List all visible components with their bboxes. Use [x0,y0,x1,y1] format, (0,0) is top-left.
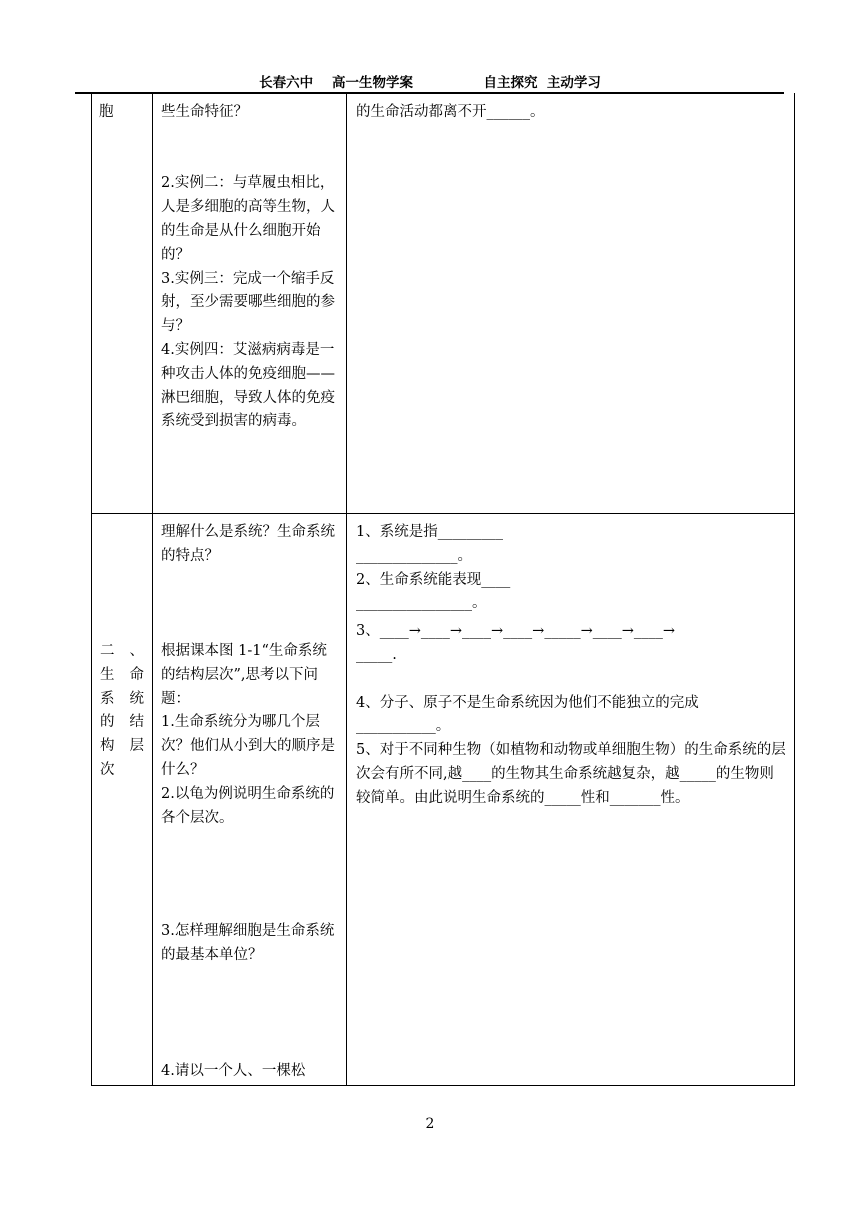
row1-q4: 4.实例四：艾滋病病毒是一种攻击人体的免疫细胞——淋巴细胞，导致人体的免疫系统受到损害的病毒。 [161,341,335,430]
row1-q3: 3.实例三：完成一个缩手反射，至少需要哪些细胞的参与？ [161,270,335,335]
answer-3: 3、____→____→____→____→_____→____→____→ [356,623,676,640]
answer-3-cont: _____. [356,646,397,663]
answer-1: 1、系统是指_________ [356,524,503,540]
header-subject: 高一生物学案 [331,75,413,91]
row1-topic-cell: 胞 [99,104,114,120]
answer-1-cont: ______________。 [356,547,472,564]
row1-q-gap [161,125,341,149]
row2-answer-cell [356,521,786,811]
answer-5: 5、对于不同种生物（如植物和动物或单细胞生物）的生命系统的层次会有所不同,越____的生物其生命系统越复杂，越_____的生物则较简单。由此说明生命系统的_____性和_______性。 [356,742,786,806]
row2-topic-cell: 二 、 生 命 系 统 的 结 构 层 次 [100,643,144,778]
column-divider-1 [152,93,153,1085]
row2-question-cell-main: 根据课本图 1-1“生命系统的结构层次”,思考以下问题： 1.生命系统分为哪几个层次？他们从小到大的顺序是什么？ 2.以龟为例说明生命系统的各个层次。 [161,643,335,826]
answer-4: 4、分子、原子不是生命系统因为他们不能独立的完成___________。 [356,694,699,735]
page-number: 2 [425,1116,435,1132]
header-motto: 自主探究 主动学习 [483,75,601,91]
row1-answer-cell: 的生命活动都离不开______。 [356,104,545,120]
row2-question-4: 4.请以一个人、一棵松 [161,1063,306,1079]
answer-gap [356,668,786,692]
answer-2-cont: ________________。 [356,595,487,612]
column-divider-2 [346,93,347,1085]
row1-q2: 2.实例二：与草履虫相比，人是多细胞的高等生物，人的生命是从什么细胞开始的？ [161,175,335,263]
row1-q-line: 些生命特征？ [161,104,248,120]
row-divider [91,513,794,514]
row2-question-3: 3.怎样理解细胞是生命系统的最基本单位？ [161,923,335,963]
row2-question-cell-top: 理解什么是系统？生命系统的特点？ [161,524,335,564]
page-header [0,71,860,91]
row1-question-cell [161,101,341,434]
answer-2: 2、生命系统能表现____ [356,571,511,588]
header-school: 长春六中 [259,75,314,91]
